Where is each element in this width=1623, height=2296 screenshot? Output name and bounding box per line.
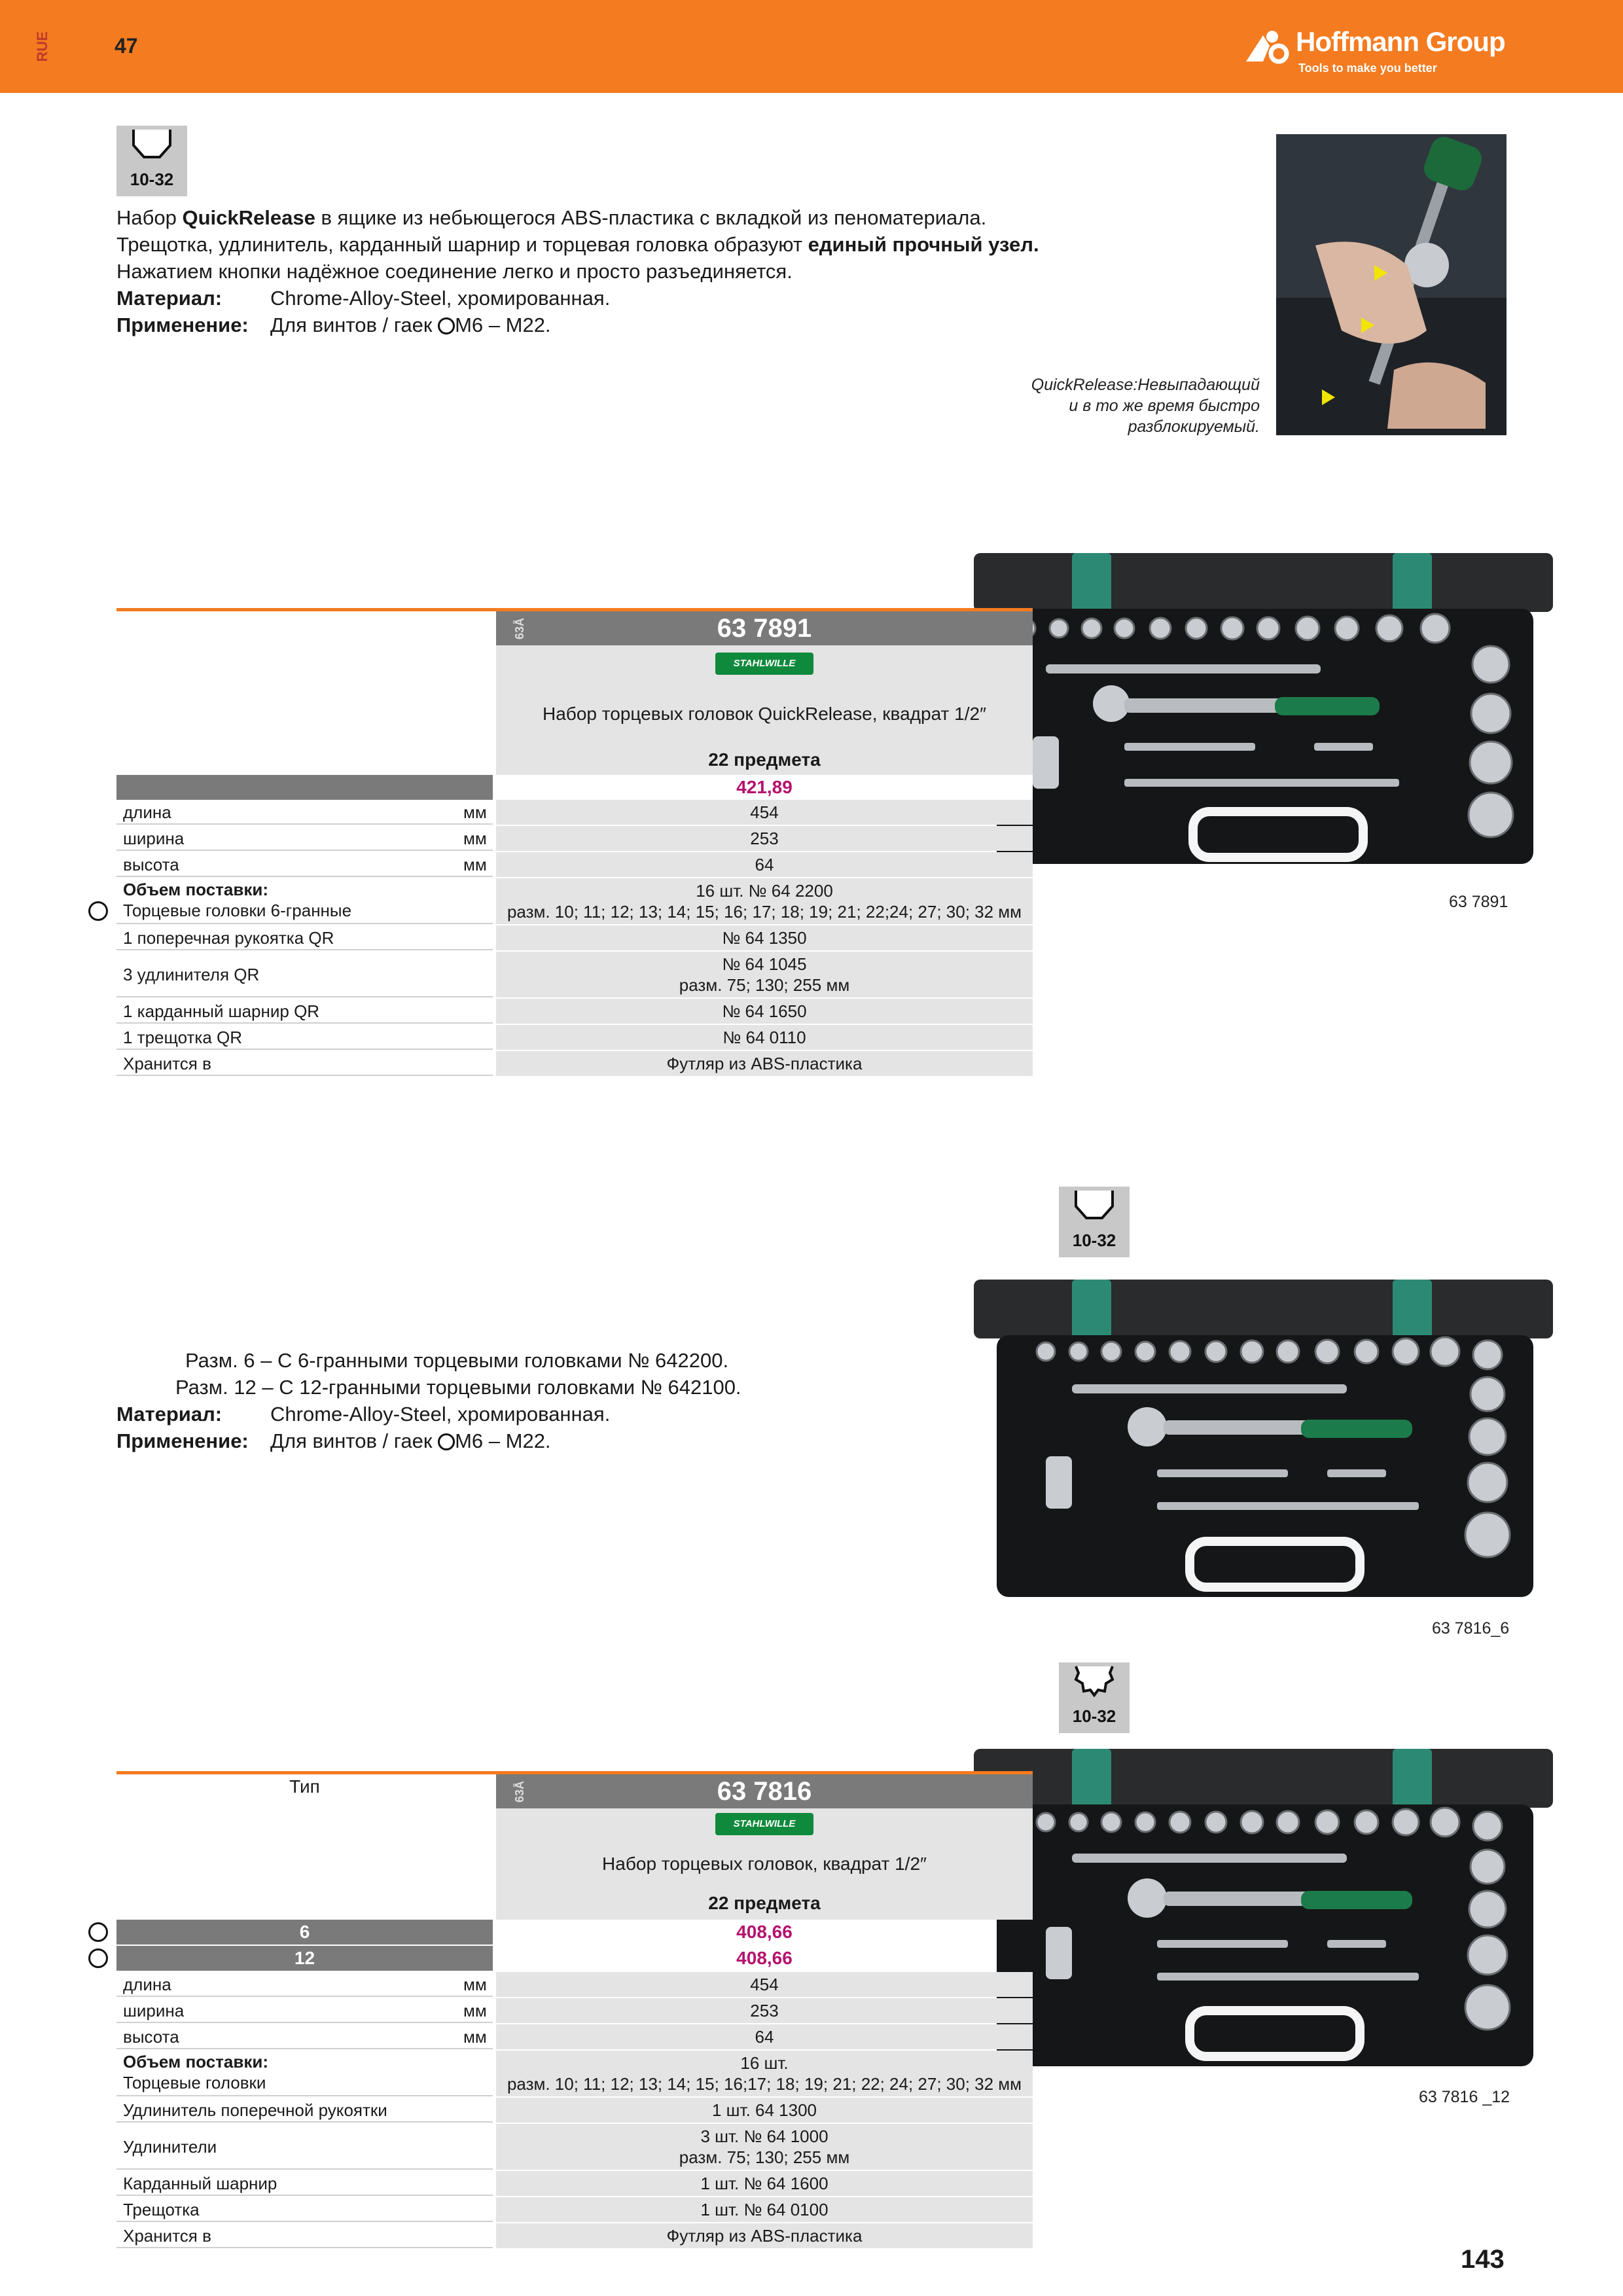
row-handle: 1 поперечная рукоятка QR № 64 1350 — [116, 925, 1033, 950]
size6-line: Разм. 6 – С 6-гранными торцевыми головками № 642200. — [185, 1349, 729, 1372]
table-63-7816 — [116, 1768, 1033, 2246]
badge-label: 10-32 — [1072, 1230, 1116, 1250]
image-caption-1: 63 7891 — [1449, 893, 1508, 911]
type-header: Тип — [289, 1776, 320, 1797]
product-description: Набор торцевых головок, квадрат 1/2″ — [602, 1854, 927, 1874]
socket-12pt-badge — [1059, 1662, 1130, 1733]
application-label: Применение: — [116, 314, 249, 336]
type-12-cell: 12 — [116, 1946, 493, 1971]
hex-socket-marker-icon — [88, 1922, 108, 1942]
hex-socket-marker-icon — [88, 901, 108, 921]
bi-hex-socket-icon — [1073, 1665, 1115, 1698]
row-storage: Хранится в Футляр из ABS-пластика — [116, 2223, 1033, 2248]
material-label: Материал: — [116, 287, 223, 310]
pieces-count: 22 предмета — [708, 749, 821, 770]
page-number: 143 — [1461, 2245, 1505, 2274]
brand-name: Hoffmann Group — [1296, 26, 1505, 57]
badge-label: 10-32 — [1072, 1706, 1116, 1726]
hex-nut-icon — [438, 317, 455, 334]
quickrelease-photo — [1276, 134, 1507, 435]
side-label: RUE — [34, 31, 50, 62]
hex-nut-icon — [438, 1433, 455, 1450]
row-joint: 1 карданный шарнир QR № 64 1650 — [116, 999, 1033, 1024]
product-code-bar: 63Å 63 7816 — [496, 1774, 1033, 1808]
row-extensions: Удлинители 3 шт. № 64 1000 разм. 75; 130; 255 мм — [116, 2124, 1033, 2170]
socket-6pt-badge-2 — [1059, 1187, 1130, 1257]
case-63-7816-6-image — [974, 1280, 1553, 1600]
hoffmann-logo-icon — [1243, 29, 1293, 65]
case-63-7891-image — [974, 553, 1553, 867]
product-code: 63 7891 — [717, 614, 812, 643]
row-ratchet: Трещотка 1 шт. № 64 0100 — [116, 2197, 1033, 2222]
product-code: 63 7816 — [717, 1777, 812, 1806]
table-63-7891 — [116, 605, 1033, 1090]
row-sockets: Объем поставки: Торцевые головки 16 шт. разм. 10; 11; 12; 13; 14; 15; 16;17; 18; 19; 21; 22; 24; 27; 30; 32 мм — [116, 2051, 1033, 2096]
row-joint: Карданный шарнир 1 шт. № 64 1600 — [116, 2171, 1033, 2196]
row-length: длина мм 454 — [116, 1972, 1033, 1997]
row-ratchet: 1 трещотка QR № 64 0110 — [116, 1025, 1033, 1050]
section2-description: Разм. 6 – С 6-гранными торцевыми головками № 642200. Разм. 12 – С 12-гранными торцевыми головками № 642100. Материал: Chrome-Alloy-Steel, хромированная. Применение: Для винтов / гаек M6 – M22. — [116, 1347, 967, 1454]
section1-description: Набор QuickRelease в ящике из небьющегося ABS-пластика с вкладкой из пеноматериала. Трещотка, удлинитель, карданный шарнир и торцевая головка образуют единый прочный узел. Нажатием кнопки надёжное соединение легко и просто разъединяется. Материал: Chrome-Alloy-Steel, хромированная. Применение: Для винтов / гаек M6 – M22. — [116, 206, 1039, 336]
hex-socket-icon — [1073, 1189, 1115, 1222]
brand-logo — [1243, 26, 1518, 79]
material-value: Chrome-Alloy-Steel, хромированная. — [270, 287, 611, 310]
row-height: высота мм 64 — [116, 852, 1033, 877]
product-description: Набор торцевых головок QuickRelease, квадрат 1/2″ — [543, 704, 986, 724]
product-code-bar: 63Å 63 7891 — [496, 611, 1033, 645]
page-number-top: 47 — [115, 34, 138, 58]
hex-socket-icon — [131, 128, 173, 161]
image-caption-2: 63 7816_6 — [1432, 1619, 1510, 1638]
row-storage: Хранится в Футляр из ABS-пластика — [116, 1051, 1033, 1076]
case-63-7816-12-image — [974, 1749, 1553, 2070]
socket-6pt-badge — [116, 126, 187, 196]
photo-caption: QuickRelease:Невыпадающий и в то же время быстро разблокируемый. — [1031, 376, 1260, 436]
row-extensions: 3 удлинителя QR № 64 1045 разм. 75; 130; 255 мм — [116, 952, 1033, 997]
stahlwille-logo: STAHLWILLE — [715, 653, 813, 675]
price: 421,89 — [496, 775, 1033, 800]
row-width: ширина мм 253 — [116, 826, 1033, 851]
row-length: длина мм 454 — [116, 800, 1033, 825]
row-handle: Удлинитель поперечной рукоятки 1 шт. 64 1300 — [116, 2098, 1033, 2123]
image-caption-3: 63 7816 _12 — [1419, 2088, 1510, 2106]
row-height: высота мм 64 — [116, 2024, 1033, 2049]
stahlwille-logo: STAHLWILLE — [715, 1813, 813, 1835]
badge-label: 10-32 — [130, 170, 174, 189]
price-type-6: 408,66 — [736, 1922, 793, 1942]
brand-tagline: Tools to make you better — [1298, 62, 1437, 75]
row-sockets: Объем поставки: Торцевые головки 6-гранные 16 шт. № 64 2200 разм. 10; 11; 12; 13; 14; 15; 16; 17; 18; 19; 21; 22;24; 27; 30; 32 мм — [116, 878, 1033, 924]
price-type-12: 408,66 — [736, 1948, 793, 1968]
type-6-cell: 6 — [116, 1920, 493, 1945]
bi-hex-socket-marker-icon — [88, 1948, 108, 1968]
row-width: ширина мм 253 — [116, 1998, 1033, 2023]
pieces-count: 22 предмета — [708, 1893, 821, 1913]
size12-line: Разм. 12 – С 12-гранными торцевыми головками № 642100. — [175, 1376, 741, 1399]
